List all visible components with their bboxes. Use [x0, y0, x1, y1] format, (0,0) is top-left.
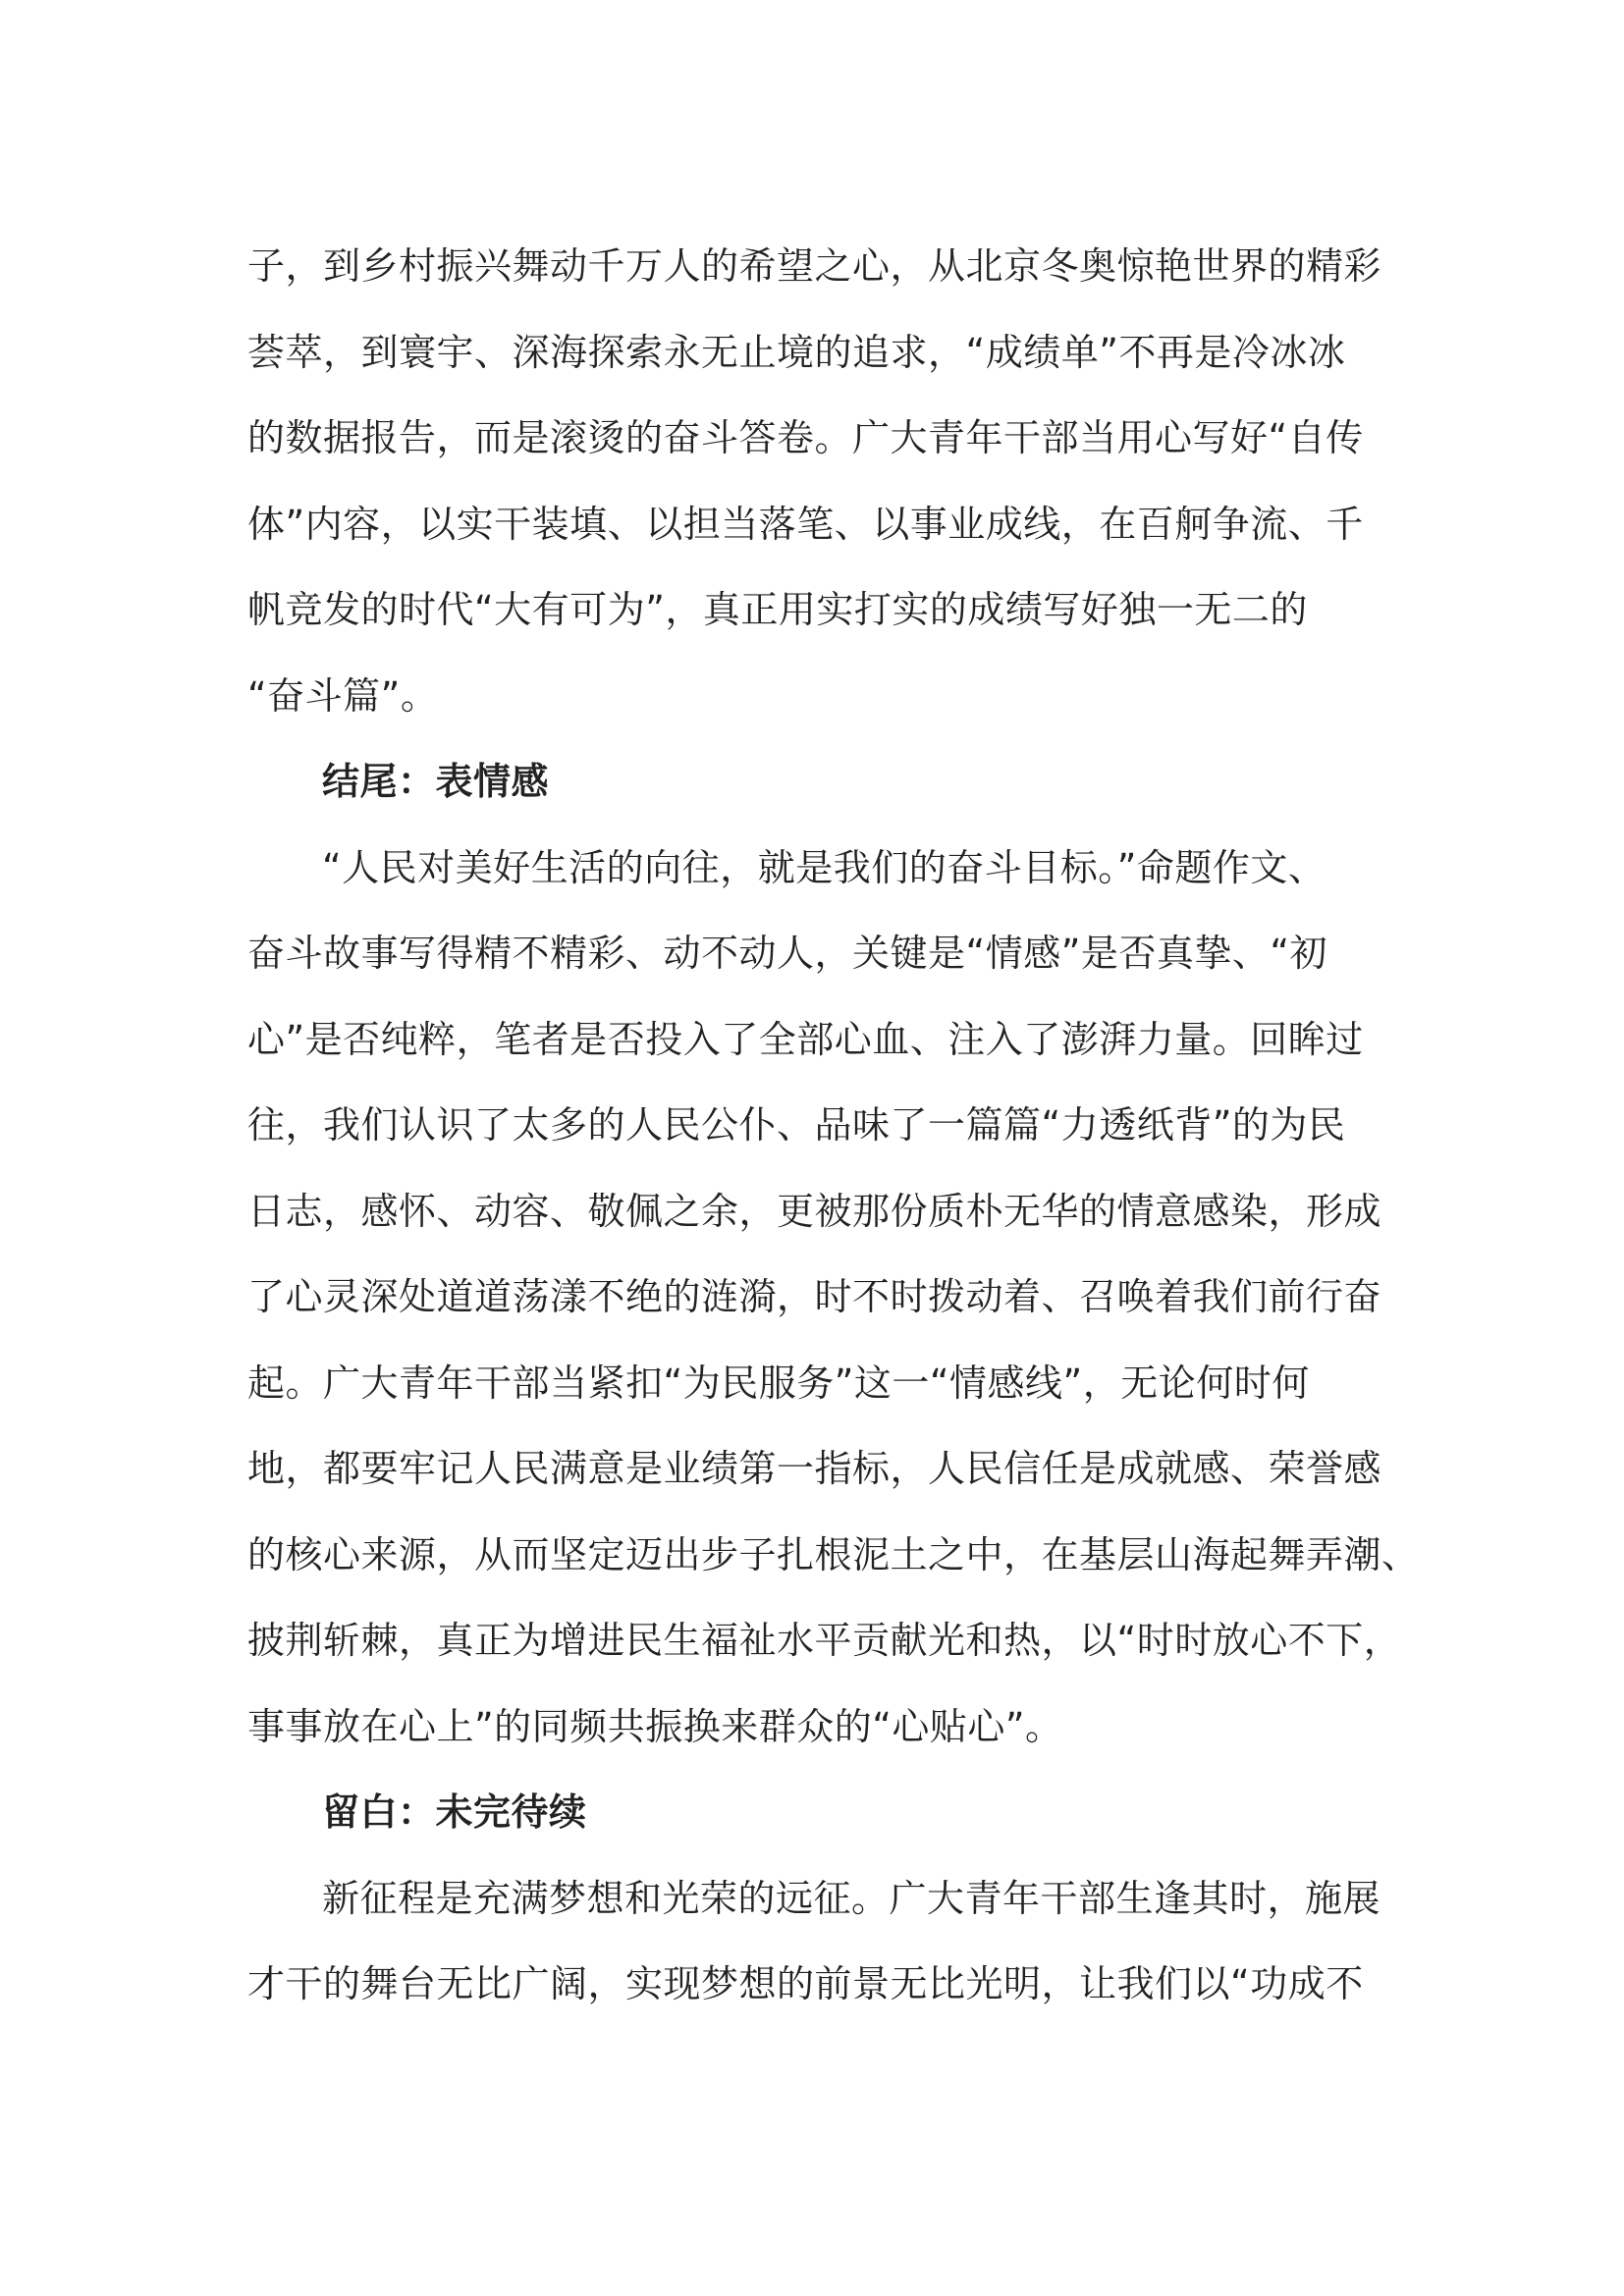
paragraph-line: 起。广大青年干部当紧扣“为民服务”这一“情感线”，无论何时何	[247, 1361, 1310, 1405]
paragraph-line: 体”内容，以实干装填、以担当落笔、以事业成线，在百舸争流、千	[247, 502, 1364, 546]
paragraph-line: 披荆斩棘，真正为增进民生福祉水平贡献光和热，以“时时放心不下，	[247, 1619, 1402, 1662]
paragraph-line: 地，都要牢记人民满意是业绩第一指标，人民信任是成就感、荣誉感	[247, 1447, 1382, 1490]
paragraph-line: 心”是否纯粹，笔者是否投入了全部心血、注入了澎湃力量。回眸过	[247, 1017, 1364, 1061]
paragraph-line: 了心灵深处道道荡漾不绝的涟漪，时不时拨动着、召唤着我们前行奋	[247, 1275, 1382, 1318]
paragraph-line: 事事放在心上”的同频共振换来群众的“心贴心”。	[247, 1704, 1063, 1748]
paragraph-line: 的核心来源，从而坚定迈出步子扎根泥土之中，在基层山海起舞弄潮、	[247, 1532, 1420, 1576]
paragraph-line: 子，到乡村振兴舞动千万人的希望之心，从北京冬奥惊艳世界的精彩	[247, 244, 1382, 288]
paragraph-line: 才干的舞台无比广阔，实现梦想的前景无比光明，让我们以“功成不	[247, 1962, 1364, 2005]
section-heading-ending: 结尾：表情感	[322, 760, 550, 803]
paragraph-line: 日志，感怀、动容、敬佩之余，更被那份质朴无华的情意感染，形成	[247, 1189, 1382, 1233]
paragraph-line: 新征程是充满梦想和光荣的远征。广大青年干部生逢其时，施展	[322, 1876, 1381, 1920]
section-heading-blank: 留白：未完待续	[322, 1790, 587, 1834]
paragraph-line: 的数据报告，而是滚烫的奋斗答卷。广大青年干部当用心写好“自传	[247, 416, 1364, 459]
paragraph-line: 往，我们认识了太多的人民公仆、品味了一篇篇“力透纸背”的为民	[247, 1103, 1346, 1147]
paragraph-line: 帆竞发的时代“大有可为”，真正用实打实的成绩写好独一无二的	[247, 588, 1308, 631]
paragraph-line: “人民对美好生活的向往，就是我们的奋斗目标。”命题作文、	[322, 845, 1326, 889]
paragraph-line: 奋斗故事写得精不精彩、动不动人，关键是“情感”是否真挚、“初	[247, 932, 1328, 975]
paragraph-line: “奋斗篇”。	[247, 673, 439, 718]
paragraph-line: 荟萃，到寰宇、深海探索永无止境的追求，“成绩单”不再是冷冰冰	[247, 330, 1346, 374]
document-body	[247, 224, 1420, 2028]
